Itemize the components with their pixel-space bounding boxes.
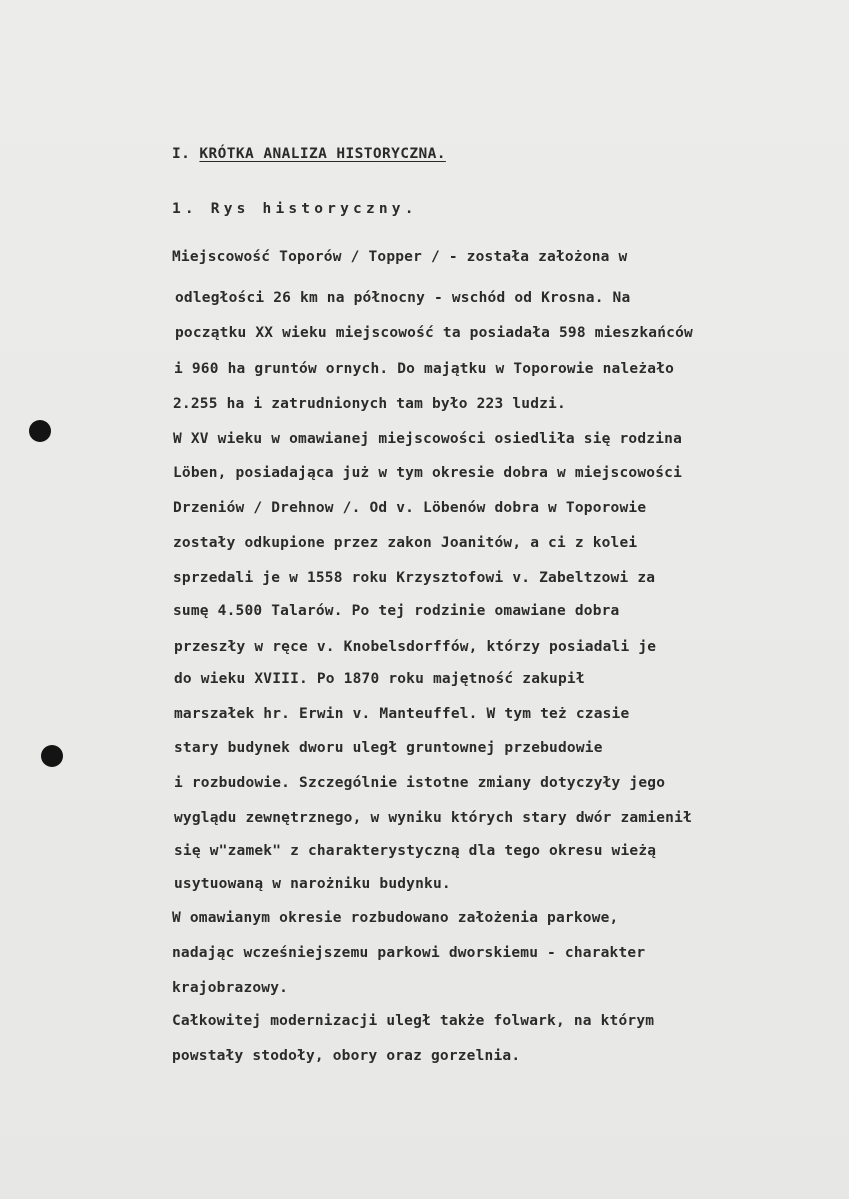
- text-line: sumę 4.500 Talarów. Po tej rodzinie omawiane dobra: [173, 603, 620, 619]
- text-line: Drzeniów / Drehnow /. Od v. Löbenów dobra w Toporowie: [173, 500, 647, 516]
- text-line: do wieku XVIII. Po 1870 roku majętność zakupił: [174, 671, 585, 687]
- text-line: odległości 26 km na północny - wschód od Krosna. Na: [175, 290, 631, 306]
- text-line: sprzedali je w 1558 roku Krzysztofowi v. Zabeltzowi za: [173, 570, 656, 586]
- subsection-heading: 1. Rys historyczny.: [172, 201, 418, 217]
- text-line: krajobrazowy.: [172, 980, 289, 996]
- text-line: i 960 ha gruntów ornych. Do majątku w Toporowie należało: [174, 361, 675, 377]
- text-line: Miejscowość Toporów / Topper / - została założona w: [172, 249, 628, 265]
- text-line: Löben, posiadająca już w tym okresie dobra w miejscowości: [173, 465, 682, 481]
- text-line: wyglądu zewnętrznego, w wyniku których stary dwór zamienił: [174, 810, 692, 826]
- heading-number: I.: [172, 146, 191, 162]
- text-line: się w"zamek" z charakterystyczną dla tego okresu wieżą: [174, 843, 657, 859]
- text-line: W omawianym okresie rozbudowano założenia parkowe,: [172, 910, 619, 926]
- section-heading: [172, 146, 446, 162]
- text-line: W XV wieku w omawianej miejscowości osiedliła się rodzina: [173, 431, 682, 447]
- heading-title: KRÓTKA ANALIZA HISTORYCZNA.: [199, 146, 446, 162]
- text-line: przeszły w ręce v. Knobelsdorffów, którzy posiadali je: [174, 639, 657, 655]
- punch-hole: [29, 420, 51, 442]
- text-line: marszałek hr. Erwin v. Manteuffel. W tym też czasie: [174, 706, 630, 722]
- punch-hole: [41, 745, 63, 767]
- text-line: powstały stodoły, obory oraz gorzelnia.: [172, 1048, 521, 1064]
- text-line: stary budynek dworu uległ gruntownej przebudowie: [174, 740, 603, 756]
- text-line: zostały odkupione przez zakon Joanitów, a ci z kolei: [173, 535, 638, 551]
- text-line: i rozbudowie. Szczególnie istotne zmiany dotyczyły jego: [174, 775, 666, 791]
- text-line: usytuowaną w narożniku budynku.: [174, 876, 451, 892]
- text-line: 2.255 ha i zatrudnionych tam było 223 ludzi.: [173, 396, 566, 412]
- text-line: nadając wcześniejszemu parkowi dworskiemu - charakter: [172, 945, 646, 961]
- text-line: Całkowitej modernizacji uległ także folwark, na którym: [172, 1013, 655, 1029]
- text-line: początku XX wieku miejscowość ta posiadała 598 mieszkańców: [175, 325, 693, 341]
